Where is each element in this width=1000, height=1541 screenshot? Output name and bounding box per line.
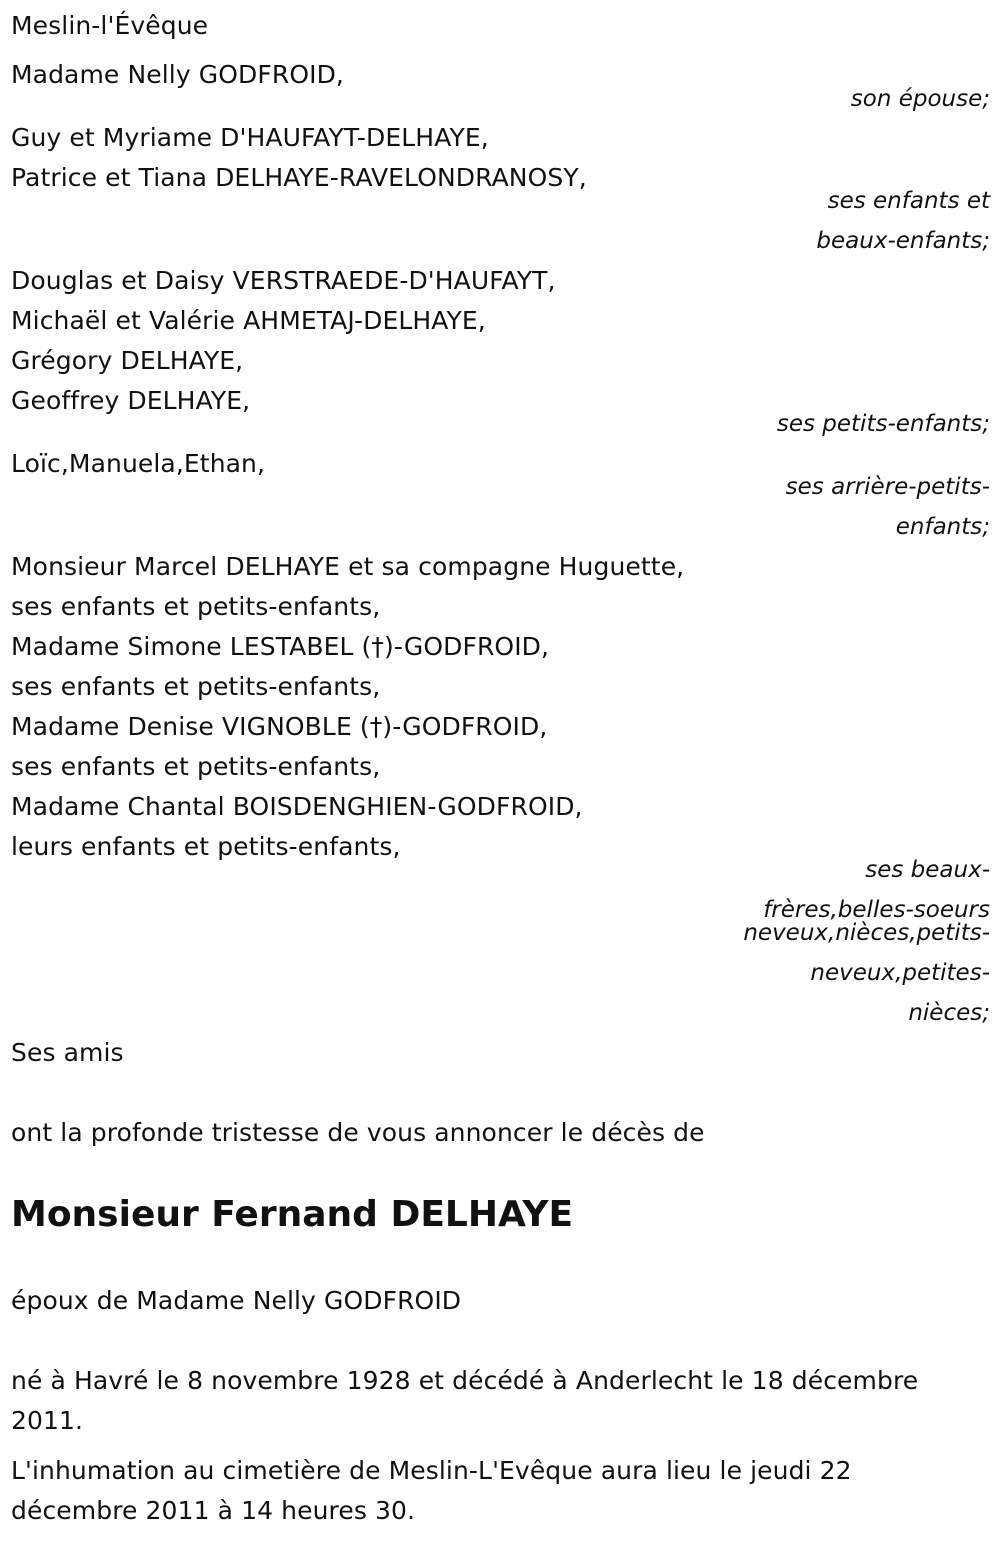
announcement: ont la profonde tristesse de vous annoncer le décès de — [11, 1118, 705, 1147]
in-law-line: Madame Simone LESTABEL (†)-GODFROID, — [11, 632, 550, 661]
header-place: Meslin-l'Évêque — [11, 11, 209, 40]
great-grandchildren-relation: ses arrière-petits- — [785, 474, 990, 500]
friends-line: Ses amis — [11, 1038, 124, 1067]
burial-line: L'inhumation au cimetière de Meslin-L'Evêque aura lieu le jeudi 22 — [11, 1456, 852, 1485]
in-law-line: Madame Chantal BOISDENGHIEN-GODFROID, — [11, 792, 583, 821]
child-name: Guy et Myriame D'HAUFAYT-DELHAYE, — [11, 123, 489, 152]
in-law-line: ses enfants et petits-enfants, — [11, 592, 381, 621]
spouse-relation: son épouse; — [850, 86, 990, 112]
deceased-name: Monsieur Fernand DELHAYE — [11, 1194, 574, 1235]
burial-line: décembre 2011 à 14 heures 30. — [11, 1496, 416, 1525]
in-laws-relation: ses beaux- — [865, 857, 990, 883]
grandchild-name: Geoffrey DELHAYE, — [11, 386, 251, 415]
grandchild-name: Grégory DELHAYE, — [11, 346, 244, 375]
children-relation: ses enfants et — [827, 188, 990, 214]
child-name: Patrice et Tiana DELHAYE-RAVELONDRANOSY, — [11, 163, 587, 192]
birth-death-line: 2011. — [11, 1406, 84, 1435]
in-laws-relation: frères,belles-soeurs — [763, 897, 990, 923]
spouse-name: Madame Nelly GODFROID, — [11, 60, 344, 89]
in-laws-relation: neveux,petites- — [810, 960, 990, 986]
in-law-line: ses enfants et petits-enfants, — [11, 752, 381, 781]
children-relation: beaux-enfants; — [816, 228, 990, 254]
grandchildren-relation: ses petits-enfants; — [776, 411, 990, 437]
in-law-line: Monsieur Marcel DELHAYE et sa compagne Huguette, — [11, 552, 685, 581]
in-law-line: leurs enfants et petits-enfants, — [11, 832, 401, 861]
grandchild-name: Douglas et Daisy VERSTRAEDE-D'HAUFAYT, — [11, 266, 556, 295]
in-law-line: ses enfants et petits-enfants, — [11, 672, 381, 701]
in-laws-relation: nièces; — [908, 1000, 990, 1026]
spouse-line: époux de Madame Nelly GODFROID — [11, 1286, 462, 1315]
birth-death-line: né à Havré le 8 novembre 1928 et décédé à Anderlecht le 18 décembre — [11, 1366, 919, 1395]
great-grandchildren-relation: enfants; — [895, 514, 990, 540]
in-laws-relation: neveux,nièces,petits- — [743, 920, 990, 946]
in-law-line: Madame Denise VIGNOBLE (†)-GODFROID, — [11, 712, 548, 741]
grandchild-name: Michaël et Valérie AHMETAJ-DELHAYE, — [11, 306, 486, 335]
great-grandchild-names: Loïc,Manuela,Ethan, — [11, 449, 266, 478]
